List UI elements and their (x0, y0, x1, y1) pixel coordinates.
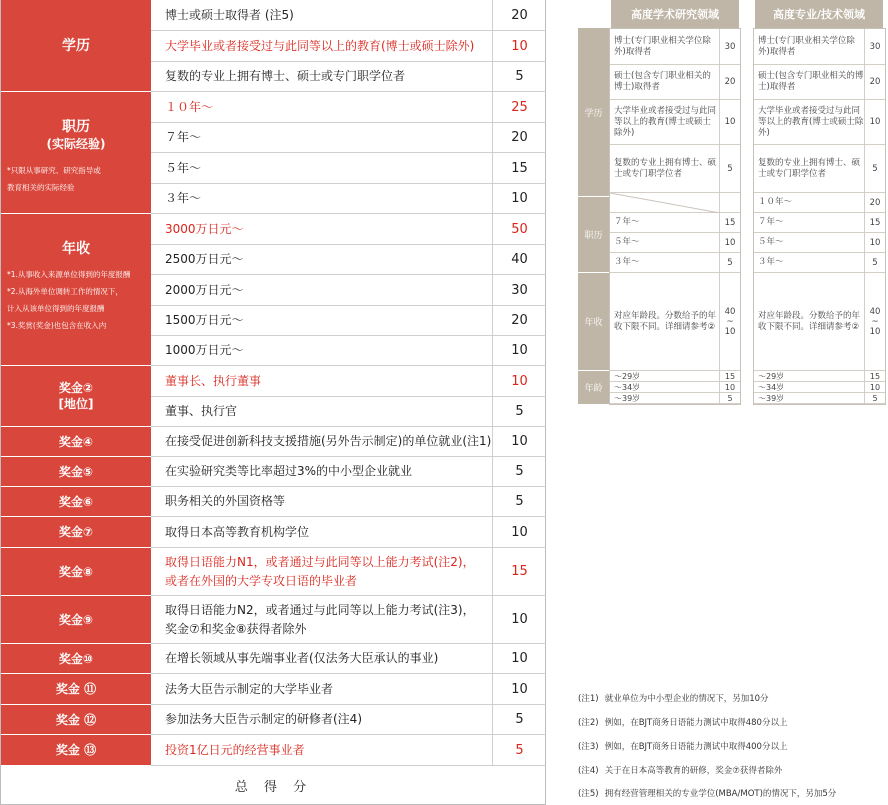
cell-text: 博士(专门职业相关学位除外)取得者 (614, 35, 711, 57)
cell-points: 5 (719, 145, 740, 192)
professional-row (754, 65, 885, 100)
category-bonus-12 (1, 705, 151, 735)
academic-row (610, 100, 740, 145)
row-points: 15 (492, 548, 546, 595)
category-note: *2.从海外单位调转工作的情况下， (7, 287, 123, 296)
table-row (151, 62, 546, 92)
cell-points: 5 (864, 253, 885, 272)
cell-text: ７年～ (758, 217, 784, 227)
row-description: 在增长领域从事先端事业者(仅法务大臣承认的事业) (165, 651, 439, 665)
cell-points: 30 (864, 29, 885, 64)
footnote-key: (注5) (578, 789, 599, 799)
professional-row (754, 393, 885, 404)
cell-points: 5 (864, 145, 885, 192)
cell-points: 5 (864, 393, 885, 403)
category-title: 奖金 ⑪ (55, 682, 97, 696)
footnote-text: 就业单位为中小型企业的情况下，另加10分 (604, 694, 769, 704)
cell-points: 20 (864, 65, 885, 99)
table-row (151, 644, 546, 674)
category-bonus-5 (1, 457, 151, 487)
table-row (151, 674, 546, 705)
category-bonus-4 (1, 427, 151, 457)
cell-points: 15 (864, 371, 885, 381)
row-points: 10 (492, 184, 546, 213)
category-title: 奖金④ (58, 434, 94, 449)
cell-points: 10 (719, 100, 740, 144)
category-title: 奖金⑥ (58, 494, 94, 509)
table-row (151, 735, 546, 766)
footnote-text: 关于在日本高等教育的研修，奖金⑦获得者除外 (604, 766, 783, 776)
footnote (578, 692, 769, 704)
cell-text: ５年～ (614, 237, 640, 247)
cell-text: ３年～ (614, 257, 640, 267)
table-row (151, 214, 546, 245)
category-title: 奖金② (58, 381, 94, 395)
academic-row-empty (610, 193, 740, 213)
category-title: 奖金⑦ (58, 525, 94, 539)
row-description: ７年～ (165, 130, 202, 144)
professional-row (754, 233, 885, 253)
row-description: 在接受促进创新科技支援措施(另外告示制定)的单位就业(注1) (165, 434, 492, 448)
cell-points: 40 ~ 10 (719, 273, 740, 370)
row-description: 取得日语能力N2，或者通过与此同等以上能力考试(注3)，奖金⑦和奖金⑧获得者除外 (165, 602, 475, 636)
footnote-key: (注1) (578, 694, 599, 704)
footnote-key: (注2) (578, 718, 599, 728)
row-points: 40 (492, 245, 546, 274)
category-bonus-8 (1, 548, 151, 596)
category-note: 教育相关的实际经验 (7, 183, 75, 192)
cell-text: ～29岁 (614, 371, 641, 381)
footnote (578, 764, 782, 776)
category-title: 年收 (62, 241, 90, 257)
category-title: 职历 (62, 119, 90, 135)
cell-points: 5 (719, 393, 740, 403)
cell-text: 对应年龄段。分数给予的年收下限不同。详细请参考② (614, 310, 717, 332)
footnote-text: 例如，在BJT商务日语能力测试中取得480分以上 (604, 718, 788, 728)
professional-row (754, 382, 885, 393)
table-row (151, 306, 546, 336)
cell-text: ～34岁 (758, 382, 785, 392)
row-description: 复数的专业上拥有博士、硕士或专门职学位者 (165, 69, 406, 83)
cell-text: ～39岁 (758, 393, 785, 403)
row-points: 25 (492, 92, 546, 122)
cell-text: 复数的专业上拥有博士、硕士或专门职学位者 (614, 157, 717, 179)
cell-text: 复数的专业上拥有博士、硕士或专门职学位者 (758, 157, 861, 179)
row-description: 在实验研究类等比率超过3%的中小型企业就业 (165, 464, 413, 478)
row-description: 2500万日元～ (165, 252, 244, 266)
cell-text: 大学毕业或者接受过与此同等以上的教育(博士或硕士除外) (614, 105, 717, 138)
category-notes (1, 266, 130, 334)
row-points: 5 (492, 735, 546, 765)
cell-text: ５年～ (758, 237, 784, 247)
cell-points: 40 ~ 10 (864, 273, 885, 370)
row-description: 博士或硕士取得者 (注5) (165, 7, 294, 22)
cell-points: 10 (864, 100, 885, 144)
category-note: 计入从该单位得到的年度报酬 (7, 304, 105, 313)
row-description: 2000万日元～ (165, 282, 244, 297)
cell-text: 对应年龄段。分数给予的年收下限不同。详细请参考② (758, 310, 861, 332)
category-bonus-6 (1, 487, 151, 517)
cell-points: 20 (864, 193, 885, 212)
footnote (578, 787, 836, 799)
row-description: ３年～ (165, 191, 202, 205)
table-row (151, 31, 546, 62)
category-bonus-10 (1, 644, 151, 674)
header-professional: 高度专业/技术领域 (755, 0, 883, 28)
row-description: 3000万日元～ (165, 221, 244, 236)
academic-row (610, 29, 740, 65)
cell-points (719, 193, 740, 212)
category-education (1, 0, 151, 92)
category-title: 奖金 ⑬ (55, 743, 97, 757)
row-points: 30 (492, 275, 546, 305)
category-bonus-9 (1, 596, 151, 644)
professional-row (754, 371, 885, 382)
category-bonus-13 (1, 735, 151, 766)
row-points: 50 (492, 214, 546, 244)
table-row (151, 275, 546, 306)
row-points: 10 (492, 31, 546, 61)
cell-text: 硕士(包含专门职业相关的博士)取得者 (614, 71, 711, 92)
row-points: 10 (492, 674, 546, 704)
academic-row (610, 233, 740, 253)
cell-points: 10 (864, 233, 885, 252)
cell-text: ７年～ (614, 217, 640, 227)
cell-text: ３年～ (758, 257, 784, 267)
cell-text: １０年～ (758, 197, 793, 207)
side-label-age: 年龄 (578, 371, 609, 404)
footnote-key: (注3) (578, 742, 599, 752)
row-points: 5 (492, 397, 546, 426)
row-points: 10 (492, 336, 546, 365)
professional-row (754, 145, 885, 193)
footnote (578, 716, 787, 728)
table-row (151, 123, 546, 153)
category-subtitle: (实际经验) (46, 137, 106, 151)
cell-points: 5 (719, 253, 740, 272)
table-row (151, 92, 546, 123)
header-academic: 高度学术研究领域 (611, 0, 739, 28)
professional-row (754, 100, 885, 145)
table-row (151, 336, 546, 366)
row-description: １０年～ (165, 99, 214, 114)
category-title: 奖金⑨ (58, 612, 94, 627)
professional-row (754, 213, 885, 233)
table-row (151, 366, 546, 397)
row-description: 1500万日元～ (165, 313, 244, 327)
row-description: 职务相关的外国资格等 (165, 494, 286, 508)
academic-row (610, 213, 740, 233)
category-title: 奖金 ⑫ (55, 712, 97, 727)
row-description: 取得日语能力N1，或者通过与此同等以上能力考试(注2)，或者在外国的大学专攻日语的毕业者 (165, 554, 475, 588)
category-title: 奖金⑩ (58, 651, 94, 666)
professional-row (754, 29, 885, 65)
table-row (151, 427, 546, 457)
row-description: 投资1亿日元的经营事业者 (165, 742, 305, 757)
table-row (151, 184, 546, 214)
category-career (1, 92, 151, 214)
diagonal-line-icon (610, 193, 720, 213)
cell-points: 15 (719, 213, 740, 232)
footnote-text: 例如，在BJT商务日语能力测试中取得400分以上 (604, 742, 788, 752)
category-note: *1.从事收入来源单位得到的年度报酬 (7, 270, 131, 279)
cell-text: ～29岁 (758, 371, 785, 381)
row-points: 10 (492, 596, 546, 643)
side-label-income: 年收 (578, 273, 609, 371)
side-label-career: 职历 (578, 197, 609, 273)
table-row (151, 397, 546, 427)
table-row (151, 0, 546, 31)
academic-row (610, 145, 740, 193)
row-points: 20 (492, 306, 546, 335)
academic-row (610, 393, 740, 404)
row-description: 大学毕业或者接受过与此同等以上的教育(博士或硕士除外) (165, 38, 475, 53)
category-subtitle: [地位] (58, 397, 94, 411)
cell-text: ～34岁 (614, 382, 641, 392)
academic-row (610, 273, 740, 371)
footnote-text: 拥有经营管理相关的专业学位(MBA/MOT)的情况下，另加5分 (604, 789, 837, 799)
row-points: 20 (492, 0, 546, 30)
category-title: 奖金⑤ (58, 464, 94, 479)
cell-points: 10 (719, 382, 740, 392)
table-row (151, 548, 546, 596)
academic-row (610, 371, 740, 382)
academic-row (610, 65, 740, 100)
row-points: 10 (492, 517, 546, 547)
row-points: 5 (492, 705, 546, 734)
row-description: ５年～ (165, 160, 202, 175)
total-score-label: 总 得 分 (234, 779, 313, 795)
row-description: 法务大臣告示制定的大学毕业者 (165, 681, 334, 696)
category-bonus-7 (1, 517, 151, 548)
row-points: 10 (492, 366, 546, 396)
category-income (1, 214, 151, 366)
footnote (578, 740, 787, 752)
cell-points: 20 (719, 65, 740, 99)
table-row (151, 457, 546, 487)
professional-row (754, 193, 885, 213)
cell-text: 硕士(包含专门职业相关的博士)取得者 (758, 71, 864, 92)
row-points: 5 (492, 62, 546, 91)
table-row (151, 153, 546, 184)
category-note: *只限从事研究、研究指导或 (7, 166, 101, 175)
table-row (151, 245, 546, 275)
academic-row (610, 382, 740, 393)
row-description: 参加法务大臣告示制定的研修者(注4) (165, 712, 362, 726)
table-row (151, 517, 546, 548)
cell-text: 博士(专门职业相关学位除外)取得者 (758, 35, 855, 57)
row-points: 10 (492, 644, 546, 673)
row-points: 15 (492, 153, 546, 183)
professional-row (754, 273, 885, 371)
row-description: 董事、执行官 (165, 404, 238, 418)
cell-points: 10 (864, 382, 885, 392)
table-row (151, 705, 546, 735)
row-points: 5 (492, 487, 546, 516)
category-bonus-11 (1, 674, 151, 705)
row-points: 5 (492, 457, 546, 486)
table-row (151, 596, 546, 644)
footnote-key: (注4) (578, 766, 599, 776)
category-title: 学历 (62, 37, 90, 54)
cell-text: ～39岁 (614, 393, 641, 403)
category-notes (1, 162, 101, 196)
side-label-education: 学历 (578, 28, 609, 197)
row-description: 董事长、执行董事 (165, 373, 262, 388)
cell-points: 10 (719, 233, 740, 252)
row-description: 取得日本高等教育机构学位 (165, 524, 310, 539)
row-description: 1000万日元～ (165, 343, 244, 357)
category-bonus-2 (1, 366, 151, 427)
cell-points: 15 (719, 371, 740, 381)
category-note: *3.奖赏(奖金)也包含在收入内 (7, 321, 107, 330)
row-points: 20 (492, 123, 546, 152)
cell-text: 大学毕业或者接受过与此同等以上的教育(博士或硕士除外) (758, 105, 864, 138)
row-points: 10 (492, 427, 546, 456)
category-title: 奖金⑧ (58, 564, 94, 579)
cell-points: 15 (864, 213, 885, 232)
table-row (151, 487, 546, 517)
academic-row (610, 253, 740, 273)
professional-row (754, 253, 885, 273)
cell-points: 30 (719, 29, 740, 64)
